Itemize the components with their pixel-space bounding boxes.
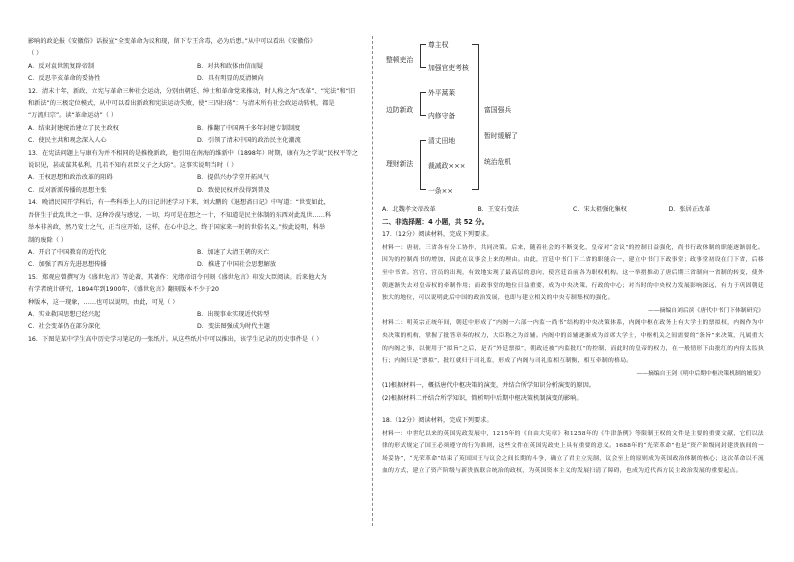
- diagram-category: 理财新法: [386, 160, 414, 168]
- option-c: C．使民主共和观念深入人心: [28, 137, 107, 145]
- q18-title: 18.（12分）阅读材料，完成下列要求。: [382, 417, 493, 425]
- q15-stem-line: 15．郑观应曾撰写为《盛世危言》等论著，其著作：光绪帝诏令刊刻《盛世危言》印发大臣阅读。后来他大为: [28, 273, 327, 281]
- diagram-item: 内修守备: [428, 112, 456, 120]
- option-b: B．王安石变法: [477, 206, 519, 213]
- option-a: A．北魏孝文帝改革: [382, 206, 436, 213]
- bracket-line: [472, 44, 478, 45]
- q14-stem-line: 吾侪生于此乱世之一事，这种冷漠与感觉，一切，均可是在想之一十，不知道是民主体制的东西对此乱世……科: [28, 211, 332, 219]
- option-b: B．提倡兴办学堂开拓风气: [197, 174, 270, 182]
- option-d: D．变法图强成为时代主题: [197, 323, 270, 331]
- diagram-item: 加强官吏考核: [428, 64, 469, 72]
- q14-options-row: [28, 247, 366, 259]
- q13-stem-line: 说识见，甚或谋其私利，几若不知有君臣父子之大防”。这事实说明当时（ ）: [28, 162, 238, 170]
- diagram-item: 一条××: [428, 187, 453, 195]
- q17-material-2: 材料二：明英宗正统年间，朝廷中形成了“内阁一六部一内监一尚书”结构的中央决策体系，内阁中枢在政务上有大学士的票拟权，内阁作为中央决策的机构，掌握了批答章奏的权力，大臣称之为首辅。内阁中的首辅逐渐成为首席大学士，中枢机关之间需要的“条旨”来决策，凡属重大的内阁之事，以便用于“拟旨”之后，是否“外廷票拟”，朝政还被“内监批红”的控制，而此时的皇帝的权力，在一般情形下由批红的内侍太监执行；内阁只是“票拟”，批红就归于司礼监，形成了内阁与司礼监相互制衡、相互牵制的格局。: [382, 320, 764, 365]
- right-column: [382, 36, 764, 478]
- q12-stem-line: 和新法”的三极定位模式，从中可以看出新政和宪法运动失败，使“三四扫荡”：与清末所有社会政运动转机，都是: [28, 100, 335, 108]
- option-b: B．对共和政体由信而疑: [197, 62, 264, 70]
- option-b: B．推翻了中国两千多年封建专制制度: [197, 124, 301, 132]
- q15-stem-line: 有学者统计研究，1894年到1900年，《盛世危言》翻刻版本不少于20: [28, 286, 219, 294]
- bracket-line: [420, 44, 421, 68]
- q14-options-row: [28, 259, 366, 271]
- q17-requirement-1: (1)根据材料一，概括唐代中枢决策的演变，并结合所学知识分析演变的原因。: [382, 382, 595, 390]
- q15-options-row: [28, 321, 366, 333]
- q15-options-row: [28, 309, 366, 321]
- option-c: C．反对新派传播的思想主张: [28, 186, 107, 194]
- option-a: A．开启了中国教育的近代化: [28, 248, 107, 256]
- q12-options-row: [28, 135, 366, 147]
- option-c: C．社会变革仍在部分深化: [28, 323, 101, 331]
- bracket-line: [478, 44, 479, 190]
- q17-requirement-2: (2)根据材料二并结合所学知识，简析明中后期中枢决策机制演变的影响。: [382, 394, 583, 402]
- bracket-line: [420, 92, 426, 93]
- bracket-line: [420, 189, 426, 190]
- option-b: B．加速了大清王朝的灭亡: [197, 248, 270, 256]
- diagram-result: 富国强兵: [484, 106, 512, 114]
- diagram-item: 尊主权: [428, 41, 449, 49]
- bracket-line: [420, 44, 426, 45]
- bracket-line: [420, 115, 426, 116]
- q14-stem-line: 制的废除（ ）: [28, 236, 68, 244]
- q18-material-1: 材料一：中世纪以来的英国宪政发展中，1215年的《自由大宪章》和1258年的《牛津条例》等限制王权的文件是主要的重要文献，它们以法律的形式规定了国王必须遵守的行为准则，这些文件在英国宪政史上具有重要的意义。1688年的“光荣革命”也是“资产阶级同封建贵族间的一场妥协”，“光荣革命”结束了英国国王与议会之间长期的斗争，确立了君主立宪制，议会至上的原则成为英国政治体制的核心；这次革命以不流血的方式，建立了资产阶级与新贵族联合统治的政权，为英国资本主义的发展扫清了障碍，也成为近代西方民主政治发展的重要起点。: [382, 430, 764, 475]
- diagram-category: 整顿吏治: [386, 56, 414, 64]
- option-d: D．张居正改革: [668, 206, 711, 213]
- q15-stem-line: 种版本，这一现象，……也可以说明，由此，可见（ ）: [28, 298, 179, 306]
- q17-source-2: ——摘编自王剑《明中后期中枢决策机制的嬗变》: [636, 370, 764, 377]
- q16-stem-line: 16．下图是某中学生高中历史学习笔记的一张纸片。从这些纸片中可以推出，该学生记录的历史事件是（ ）: [28, 335, 323, 343]
- option-a: A．王权思想和政治改革的阻碍: [28, 174, 113, 182]
- q16-options-row: [382, 204, 764, 216]
- q12-stem-line: “万流归宗”。读“革命运动”（ ）: [28, 112, 118, 120]
- diagram-item: 清丈田地: [428, 137, 456, 145]
- left-column: [28, 36, 366, 346]
- option-a: A．实业救国思想已经兴起: [28, 310, 101, 318]
- q10-options-row: [28, 73, 366, 85]
- q10-stem-line: 影响的政论报《安徽俗》话报宣“全变革命为议和现，留下专王含毒，必为后患。”从中可以看出《安徽俗》: [28, 38, 316, 45]
- diagram-result: 暂时缓解了: [484, 132, 518, 140]
- diagram-result: 统治危机: [484, 158, 512, 166]
- diagram-item: 外平蒿莱: [428, 89, 456, 97]
- option-d: D．致使民权并没得到普及: [197, 186, 270, 194]
- option-b: B．出现事业实现近代转型: [197, 310, 270, 318]
- option-c: C．加强了西方先进思想传播: [28, 261, 107, 269]
- option-c: C．宋太祖强化集权: [573, 206, 627, 213]
- q14-stem-line: 举本非善政，然乃安士之气，正当应开始，这样，在心中总之，终于国家来一时的世俗名义。”按此说明，科举: [28, 224, 326, 232]
- option-a: A．反对袁世凯复辟帝制: [28, 62, 95, 70]
- bracket-line: [472, 189, 478, 190]
- q10-options-row: [28, 61, 366, 73]
- q14-stem-line: 14．晚清民国开学科后，有一些科举上人的日记讲述学习下来，刘大鹏的《退想斋日记》中写道：“世变如此，: [28, 199, 330, 207]
- bracket-line: [420, 92, 421, 116]
- bracket-line: [420, 67, 426, 68]
- bracket-line: [420, 140, 426, 141]
- q12-options-row: [28, 123, 366, 135]
- option-a: A．结束封建统治建立了民主政权: [28, 124, 119, 132]
- q17-source-1: ——摘编自刘后滨《唐代中书门下体制研究》: [648, 307, 764, 314]
- q13-options-row: [28, 172, 366, 184]
- option-c: C．反思辛亥革命的妥协性: [28, 75, 101, 83]
- q17-material-1: 材料一：唐初，三省各有分工协作，共同决策。后来，随着社会的不断变化，皇帝对“会议”的控制日益强化，尚书行政体制的职能逐渐弱化。因为的控制尚书的增加，因此在议事会上来的理由。由此，宫廷中书门下二省的职能合一，建立中书门下政事堂；政事堂初设在门下省，后移至中书省。宫官、宫员的出现，有效地实现了最高层的意向，使宫廷首前各为职权机构。这一举措推动了唐后期三省制向一省制的转变，使外朝逐渐失去对皇帝权的牵制作用；而政事堂的地位日益重要，成为中央决策、行政的中心；对当时的中央权力发展影响深远，有力于巩固朝廷独大的地位，可以说明此后中国的政治发展，也即与建立相关的中央专制集权的强化。: [382, 244, 764, 302]
- option-d: D．具有明显的反清倾向: [197, 75, 264, 83]
- q10-answer-blank: （ ）: [28, 50, 43, 58]
- answer-space: [382, 405, 764, 415]
- bracket-line: [420, 140, 421, 190]
- option-d: D．引领了清末中国的政治民主化潮流: [197, 137, 301, 145]
- q17-title: 17.（12分）阅读材料，完成下列要求。: [382, 231, 493, 239]
- note-diagram: [382, 36, 764, 204]
- section-title: 二、非选择题：4 小题，共 52 分。: [382, 218, 489, 227]
- column-divider: [372, 36, 373, 526]
- q13-options-row: [28, 185, 366, 197]
- option-d: D．推进了中国社会思想解放: [197, 261, 277, 269]
- q13-stem-line: 13．在宪法问题上与康有为并不相同的是推挽新政，他引用在南海的维新中（1898年）时期，康有为之学说“民权平等之: [28, 149, 359, 157]
- q12-stem-line: 12．清末十年，新政、立宪与革命三种社会运动，分别由朝廷、绅士和革命党来推动，时人称之为“改革”、“宪法”和“旧: [28, 87, 356, 95]
- diagram-category: 边防新政: [386, 106, 414, 114]
- diagram-item: 裁减政×××: [428, 162, 466, 170]
